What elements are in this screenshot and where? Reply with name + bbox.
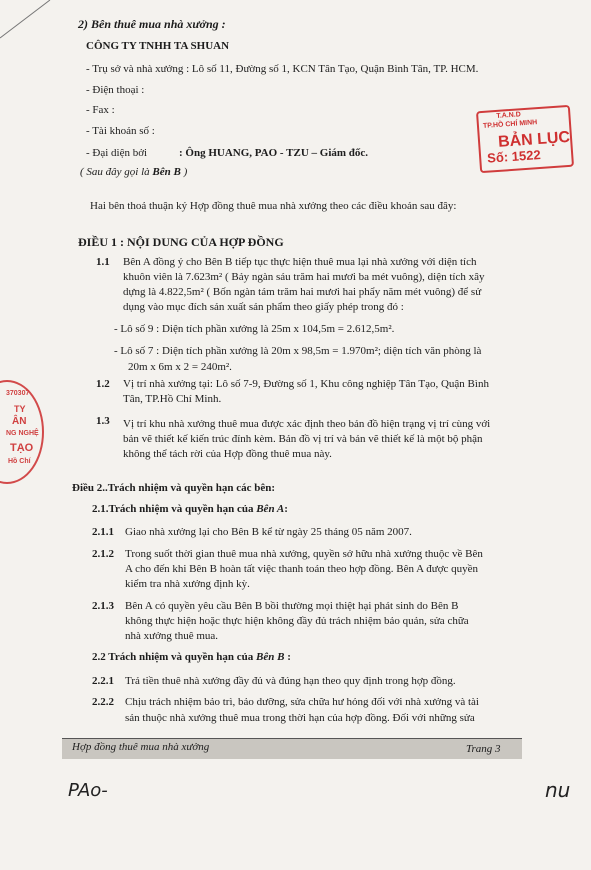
clause-2-2-1-line1: Trả tiền thuê nhà xưởng đầy đủ và đúng hạn theo quy định trong hợp đồng. (125, 675, 456, 687)
party-b-note-bold: Bên B (152, 166, 181, 178)
clause-1-1-line4: dụng vào mục đích sản xuất sản phẩm theo giấy phép trong đó : (123, 301, 404, 313)
party-b-note (80, 166, 187, 179)
article2-title: Điều 2..Trách nhiệm và quyền hạn các bên: (72, 482, 276, 494)
stamp-line2: TP.HỒ CHÍ MINH (482, 119, 538, 130)
handwritten-initials-left: PAo- (68, 780, 108, 801)
clause-1-3-line1: Vị trí khu nhà xưởng thuê mua được xác định theo bản đồ hiện trạng vị trí cùng với (123, 418, 491, 430)
agreement-line: Hai bên thoả thuận ký Hợp đồng thuê mua nhà xưởng theo các điều khoản sau đây: (90, 200, 457, 212)
clause-1-2-line1: Vị trí nhà xưởng tại: Lô số 7-9, Đường số 1, Khu công nghiệp Tân Tạo, Quận Bình (123, 378, 489, 390)
lot-7-line2: 20m x 6m x 2 = 240m². (128, 361, 232, 373)
footer-document-name: Hợp đồng thuê mua nhà xưởng (72, 741, 210, 753)
clause-2-1-3-line1: Bên A có quyền yêu cầu Bên B bồi thường mọi thiệt hại phát sinh do Bên B (125, 600, 459, 612)
section-2-2-title-party: Bên B (256, 651, 285, 663)
clause-1-3-number: 1.3 (96, 415, 110, 427)
parties-heading: 2) Bên thuê mua nhà xưởng : (78, 17, 226, 31)
lot-9-line: - Lô số 9 : Diện tích phần xưởng là 25m x 104,5m = 2.612,5m². (114, 323, 395, 335)
representative-value: : Ông HUANG, PAO - TZU – Giám đốc. (179, 147, 369, 159)
seal-line2: TY (14, 404, 26, 414)
fax-line: - Fax : (86, 104, 115, 116)
clause-1-2-line2: Tân, TP.Hồ Chí Minh. (123, 393, 222, 405)
section-2-1-title-party: Bên A (256, 503, 285, 515)
section-2-2-title (92, 651, 291, 664)
clause-2-1-3-line3: nhà xưởng thuê mua. (125, 630, 219, 642)
clause-2-1-2-line1: Trong suốt thời gian thuê mua nhà xưởng, quyền sở hữu nhà xưởng thuộc về Bên (125, 548, 483, 560)
clause-2-1-1-line1: Giao nhà xưởng lại cho Bên B kể từ ngày 25 tháng 05 năm 2007. (125, 526, 412, 538)
handwritten-initials-right: nu (545, 778, 571, 802)
seal-line4: NG NGHỆ (6, 430, 39, 437)
seal-line3: ÂN (12, 416, 27, 427)
stamp-line3: BẢN LỤC (497, 128, 571, 151)
section-2-1-title (92, 503, 288, 516)
lot-7-line1: - Lô số 7 : Diện tích phần xưởng là 20m x 98,5m = 1.970m²; diện tích văn phòng là (114, 345, 482, 357)
representative-label: - Đại diện bởi (86, 147, 148, 159)
section-2-2-title-prefix: 2.2 Trách nhiệm và quyền hạn của (92, 651, 257, 663)
seal-line6: Hồ Chí (8, 458, 31, 465)
address-line: - Trụ sở và nhà xưởng : Lô số 11, Đường số 1, KCN Tân Tạo, Quận Bình Tân, TP. HCM. (86, 63, 479, 75)
court-copy-stamp (476, 105, 574, 173)
seal-line5: TẠO (10, 442, 34, 454)
clause-1-3-line2: bản vẽ thiết kế kiến trúc đính kèm. Bản đồ vị trí và bản vẽ thiết kế là một bộ phận (123, 433, 483, 445)
clause-2-1-1-number: 2.1.1 (92, 526, 114, 538)
company-seal-stamp (0, 380, 44, 484)
clause-2-1-2-number: 2.1.2 (92, 548, 114, 560)
party-b-note-suffix: ) (180, 166, 188, 178)
clause-1-2-number: 1.2 (96, 378, 110, 390)
clause-2-1-3-number: 2.1.3 (92, 600, 114, 612)
clause-2-2-2-number: 2.2.2 (92, 696, 114, 708)
phone-line: - Điện thoại : (86, 84, 145, 96)
section-2-1-title-suffix: : (284, 503, 288, 515)
clause-2-2-1-number: 2.2.1 (92, 675, 114, 687)
clause-2-1-3-line2: không thực hiện hoặc thực hiện không đầy đủ trách nhiệm bảo quản, sửa chữa (125, 615, 469, 627)
company-name: CÔNG TY TNHH TA SHUAN (86, 40, 230, 52)
article1-title: ĐIỀU 1 : NỘI DUNG CỦA HỢP ĐỒNG (78, 235, 284, 249)
clause-1-1-line3: dựng là 4.822,5m² ( Bốn ngàn tám trăm hai mươi hai phẩy năm mét vuông) để sử (123, 286, 482, 298)
section-2-1-title-prefix: 2.1.Trách nhiệm và quyền hạn của (92, 503, 257, 515)
clause-1-1-line1: Bên A đồng ý cho Bên B tiếp tục thực hiện thuê mua lại nhà xưởng với diện tích (123, 256, 477, 268)
clause-2-1-2-line3: kiểm tra nhà xưởng định kỳ. (125, 578, 250, 590)
party-b-note-prefix: ( Sau đây gọi là (80, 166, 153, 178)
stamp-line1: T.A.N.D (496, 111, 522, 120)
stamp-line4: Số: 1522 (486, 146, 542, 166)
clause-1-3-line3: không thể tách rời của Hợp đồng thuê mua này. (123, 448, 332, 460)
corner-fold-line (0, 0, 60, 40)
section-2-2-title-suffix: : (284, 651, 291, 663)
seal-line1: 370307 (6, 390, 30, 397)
clause-1-1-line2: khuôn viên là 7.623m² ( Bảy ngàn sáu trăm hai mươi ba mét vuông), diện tích xây (123, 271, 485, 283)
clause-1-1-number: 1.1 (96, 256, 110, 268)
account-line: - Tài khoản số : (86, 125, 155, 137)
clause-2-2-2-line1: Chịu trách nhiệm bảo trì, bảo dưỡng, sửa chữa hư hỏng đối với nhà xưởng và tài (125, 696, 479, 708)
footer-page-number: Trang 3 (466, 743, 501, 755)
clause-2-1-2-line2: A cho đến khi Bên B hoàn tất việc thanh toán theo hợp đồng. Bên A được quyền (125, 563, 479, 575)
clause-2-2-2-line2: sản thuộc nhà xưởng thuê mua trong thời hạn của hợp đồng. Đối với những sửa (125, 712, 475, 724)
